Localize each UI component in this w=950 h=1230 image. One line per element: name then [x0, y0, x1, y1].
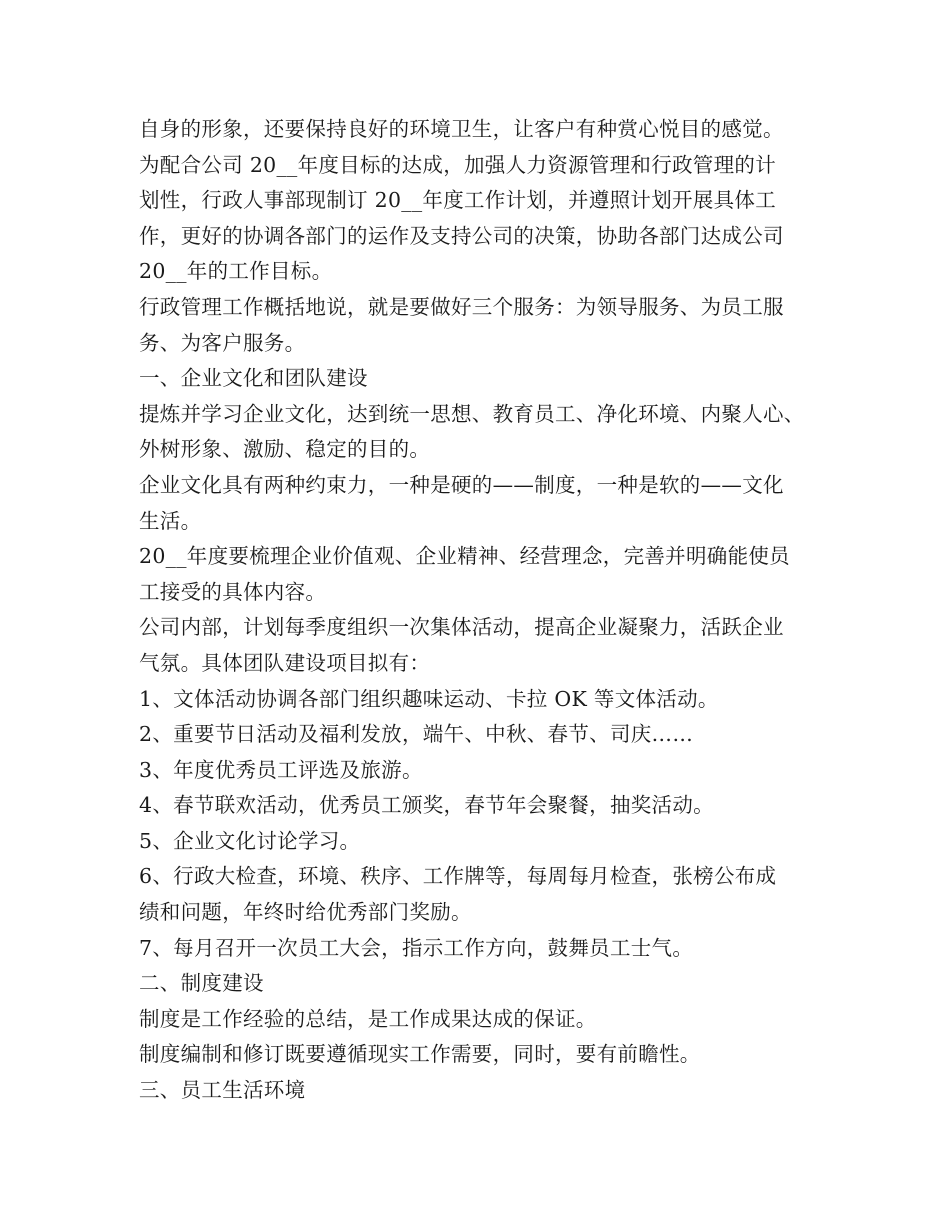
- list-item: 1、文体活动协调各部门组织趣味运动、卡拉 OK 等文体活动。: [139, 686, 719, 711]
- text-line: 制度是工作经验的总结，是工作成果达成的保证。: [139, 1006, 597, 1031]
- text-line: 20__年的工作目标。: [139, 259, 333, 284]
- text-line: 行政管理工作概括地说，就是要做好三个服务：为领导服务、为员工服: [139, 294, 784, 319]
- text-line: 制度编制和修订既要遵循现实工作需要，同时，要有前瞻性。: [139, 1042, 701, 1067]
- text-line: 公司内部，计划每季度组织一次集体活动，提高企业凝聚力，活跃企业: [139, 615, 784, 640]
- text-line: 外树形象、激励、稳定的目的。: [139, 437, 431, 462]
- list-item: 4、春节联欢活动，优秀员工颁奖，春节年会聚餐，抽奖活动。: [139, 793, 714, 818]
- document-body: [139, 112, 829, 1109]
- text-line: 提炼并学习企业文化，达到统一思想、教育员工、净化环境、内聚人心、: [139, 401, 805, 426]
- text-line: 自身的形象，还要保持良好的环境卫生，让客户有种赏心悦目的感觉。: [139, 117, 784, 141]
- list-item: 3、年度优秀员工评选及旅游。: [139, 757, 423, 782]
- text-line: 划性，行政人事部现制订 20__年度工作计划，并遵照计划开展具体工: [139, 188, 776, 213]
- list-item-continuation: 绩和问题，年终时给优秀部门奖励。: [139, 900, 472, 925]
- text-line: 气氛。具体团队建设项目拟有：: [139, 650, 431, 675]
- text-line: 生活。: [139, 508, 202, 533]
- text-line: 企业文化具有两种约束力，一种是硬的——制度，一种是软的——文化: [139, 472, 784, 497]
- section-heading-2: 二、制度建设: [139, 971, 264, 996]
- text-line: 为配合公司 20__年度目标的达成，加强人力资源管理和行政管理的计: [139, 152, 776, 177]
- list-item: 2、重要节日活动及福利发放，端午、中秋、春节、司庆……: [139, 722, 694, 747]
- section-heading-1: 一、企业文化和团队建设: [139, 366, 368, 391]
- list-item: 5、企业文化讨论学习。: [139, 828, 361, 853]
- list-item: 7、每月召开一次员工大会，指示工作方向，鼓舞员工士气。: [139, 935, 694, 960]
- text-line: 务、为客户服务。: [139, 330, 306, 355]
- text-line: 工接受的具体内容。: [139, 579, 327, 604]
- list-item: 6、行政大检查，环境、秩序、工作牌等，每周每月检查，张榜公布成: [139, 864, 777, 889]
- text-line: 作，更好的协调各部门的运作及支持公司的决策，协助各部门达成公司: [139, 223, 784, 248]
- text-line: 20__年度要梳理企业价值观、企业精神、经营理念，完善并明确能使员: [139, 544, 790, 569]
- section-heading-3: 三、员工生活环境: [139, 1078, 306, 1103]
